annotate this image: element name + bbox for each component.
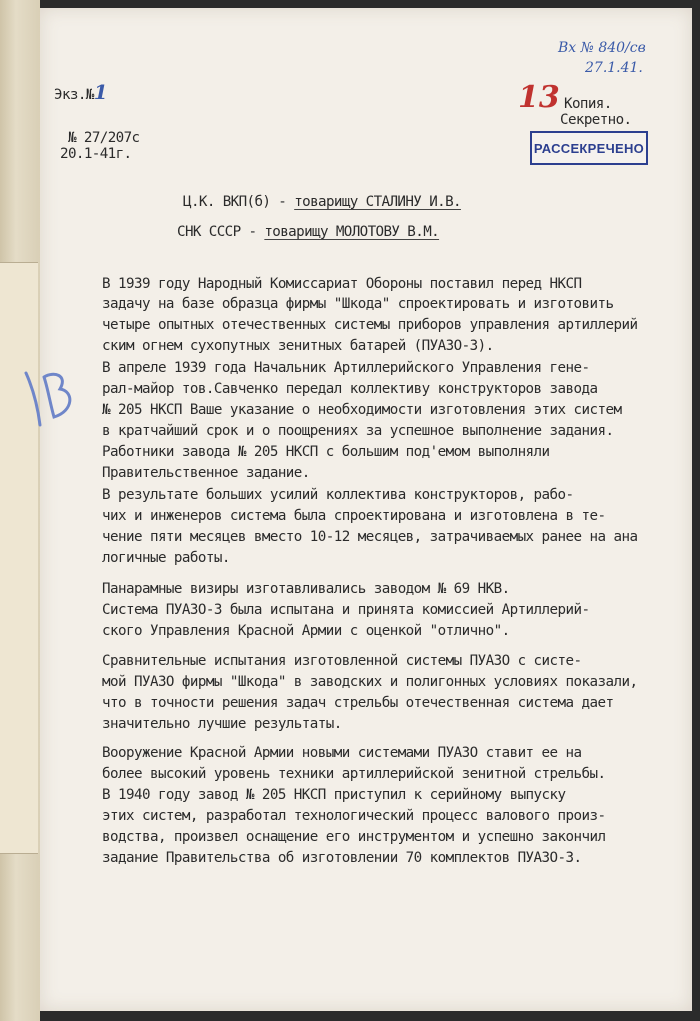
body-line: ским огнем сухопутных зенитных батарей (ПУАЗО-3). — [102, 338, 494, 354]
addressee-1-name: товарищу СТАЛИНУ И.В. — [294, 194, 461, 210]
margin-pencil-mark — [20, 363, 80, 433]
addressee-line-1 — [183, 194, 461, 210]
body-line: Правительственное задание. — [102, 465, 310, 481]
body-line: В 1940 году завод № 205 НКСП приступил к серийному выпуску — [102, 787, 566, 803]
incoming-mark-number: Вх № 840/св — [558, 40, 646, 56]
addressee-1-org: Ц.К. ВКП(б) - — [183, 194, 295, 210]
body-line: в кратчайший срок и о поощрениях за успешное выполнение задания. — [102, 423, 614, 439]
adjacent-page-edge — [0, 0, 40, 1021]
body-line: В апреле 1939 года Начальник Артиллерийского Управления гене- — [102, 360, 590, 376]
document-page — [40, 8, 692, 1011]
addressee-line-2 — [177, 224, 439, 240]
secret-label: Секретно. — [560, 112, 632, 128]
body-line: мой ПУАЗО фирмы "Шкода" в заводских и полигонных условиях показали, — [102, 674, 638, 690]
body-line: четыре опытных отечественных системы приборов управления артиллерий — [102, 317, 638, 333]
body-line: этих систем, разработал технологический процесс валового произ- — [102, 808, 606, 824]
body-line: В результате больших усилий коллектива конструкторов, рабо- — [102, 487, 574, 503]
copy-label: Копия. — [564, 96, 612, 112]
body-line: № 205 НКСП Ваше указание о необходимости изготовления этих систем — [102, 402, 622, 418]
body-line: задание Правительства об изготовлении 70 комплектов ПУАЗО-3. — [102, 850, 582, 866]
body-line: более высокий уровень техники артиллерийской зенитной стрельбы. — [102, 766, 606, 782]
page-number: 13 — [518, 80, 560, 115]
copy-number-label: Экз.№ — [54, 87, 94, 103]
copy-number — [54, 80, 107, 104]
body-line: В 1939 году Народный Комиссариат Обороны поставил перед НКСП — [102, 276, 582, 292]
body-line: Система ПУАЗО-3 была испытана и принята комиссией Артиллерий- — [102, 602, 590, 618]
incoming-mark-date: 27.1.41. — [585, 60, 643, 76]
body-line: значительно лучшие результаты. — [102, 716, 342, 732]
body-line: чих и инженеров система была спроектирована и изготовлена в те- — [102, 508, 606, 524]
body-line: водства, произвел оснащение его инструментом и успешно закончил — [102, 829, 606, 845]
copy-number-value: 1 — [93, 80, 108, 104]
body-line: задачу на базе образца фирмы "Шкода" спроектировать и изготовить — [102, 296, 614, 312]
body-line: рал-майор тов.Савченко передал коллективу конструкторов завода — [102, 381, 598, 397]
adjacent-page-strip — [0, 262, 38, 854]
document-date: 20.1-41г. — [60, 146, 132, 162]
body-line: Вооружение Красной Армии новыми системами ПУАЗО ставит ее на — [102, 745, 582, 761]
body-line: Работники завода № 205 НКСП с большим под'емом выполняли — [102, 444, 550, 460]
body-line: логичные работы. — [102, 550, 230, 566]
body-line: чение пяти месяцев вместо 10-12 месяцев, затрачиваемых ранее на ана — [102, 529, 638, 545]
addressee-2-org: СНК СССР - — [177, 224, 265, 240]
declassified-stamp: РАССЕКРЕЧЕНО — [530, 131, 648, 165]
registration-number: № 27/207с — [68, 130, 140, 146]
body-line: Сравнительные испытания изготовленной системы ПУАЗО с систе- — [102, 653, 582, 669]
body-line: Панарамные визиры изготавливались заводом № 69 НКВ. — [102, 581, 510, 597]
body-line: ского Управления Красной Армии с оценкой "отлично". — [102, 623, 510, 639]
body-line: что в точности решения задач стрельбы отечественная система дает — [102, 695, 614, 711]
addressee-2-name: товарищу МОЛОТОВУ В.М. — [264, 224, 440, 240]
